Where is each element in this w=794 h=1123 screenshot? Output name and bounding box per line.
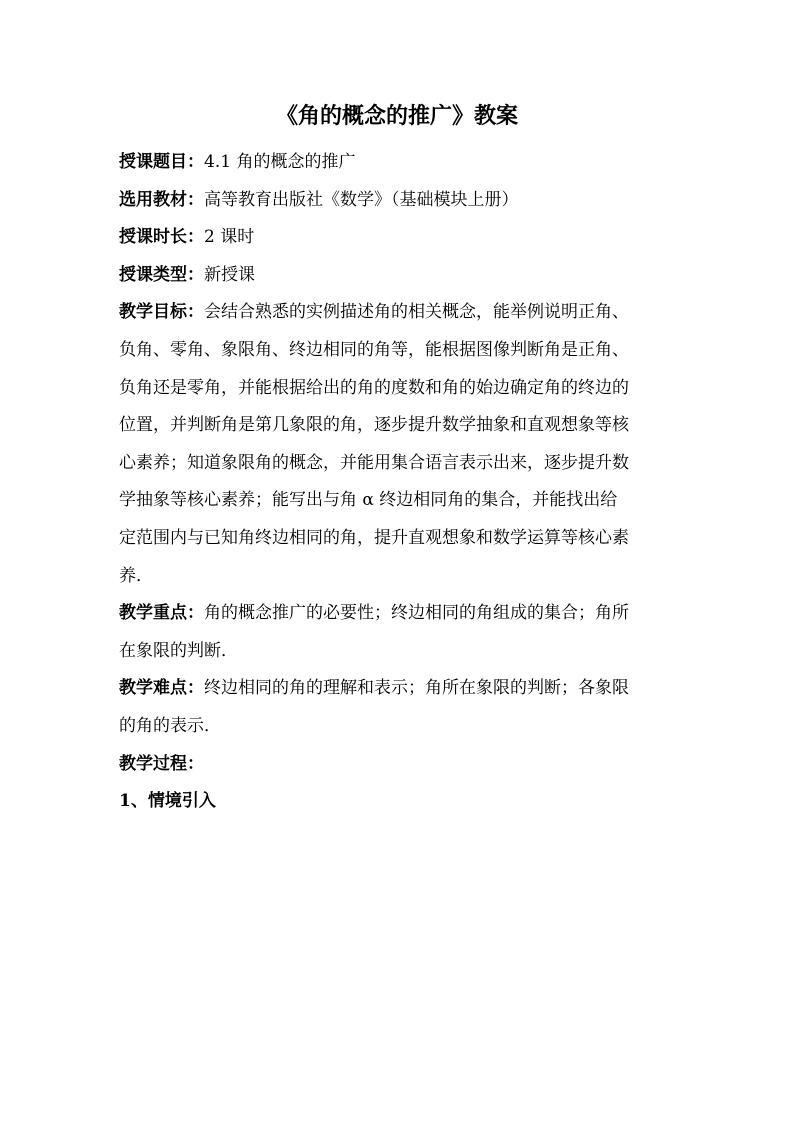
document-body (119, 144, 689, 821)
objectives-line: 学抽象等核心素养；能写出与角 α 终边相同角的集合，并能找出给 (119, 490, 618, 511)
type-row (119, 257, 689, 295)
objectives-line: 教学目标：会结合熟悉的实例描述角的相关概念，能举例说明正角、 (119, 302, 629, 323)
key-points-line: 教学重点：角的概念推广的必要性；终边相同的角组成的集合；角所 (119, 603, 629, 624)
topic-value: 4.1 角的概念的推广 (204, 152, 356, 172)
difficulties-label: 教学难点： (119, 678, 204, 699)
process-heading: 教学过程： (119, 753, 204, 774)
duration-value: 2 课时 (204, 227, 255, 248)
objectives-label: 教学目标： (119, 302, 204, 323)
textbook-value: 高等教育出版社《数学》（基础模块上册） (204, 189, 519, 210)
difficulties-line: 教学难点：终边相同的角的理解和表示；角所在象限的判断；各象限 (119, 678, 629, 699)
duration-row (119, 219, 689, 257)
duration-label: 授课时长： (119, 227, 204, 248)
type-label: 授课类型： (119, 264, 204, 285)
objectives-line: 负角还是零角，并能根据给出的角的度数和角的始边确定角的终边的 (119, 377, 629, 398)
topic-row (119, 144, 689, 182)
type-value: 新授课 (204, 264, 255, 285)
objectives-line: 负角、零角、象限角、终边相同的角等，能根据图像判断角是正角、 (119, 339, 629, 360)
key-points-label: 教学重点： (119, 603, 204, 624)
section-heading-intro: 1、情境引入 (119, 791, 216, 812)
key-points-paragraph (119, 595, 689, 670)
key-points-line: 在象限的判断． (119, 640, 238, 661)
topic-label: 授课题目： (119, 152, 204, 172)
textbook-label: 选用教材： (119, 189, 204, 210)
objectives-line: 位置，并判断角是第几象限的角，逐步提升数学抽象和直观想象等核 (119, 415, 629, 436)
difficulties-line: 的角的表示． (119, 715, 221, 736)
difficulties-paragraph (119, 670, 689, 745)
textbook-row (119, 182, 689, 220)
objectives-line: 养． (119, 565, 153, 586)
objectives-line: 心素养；知道象限角的概念，并能用集合语言表示出来，逐步提升数 (119, 452, 629, 473)
objectives-paragraph (119, 294, 689, 595)
document-title: 《角的概念的推广》教案 (275, 103, 518, 129)
objectives-line: 定范围内与已知角终边相同的角，提升直观想象和数学运算等核心素 (119, 527, 629, 548)
